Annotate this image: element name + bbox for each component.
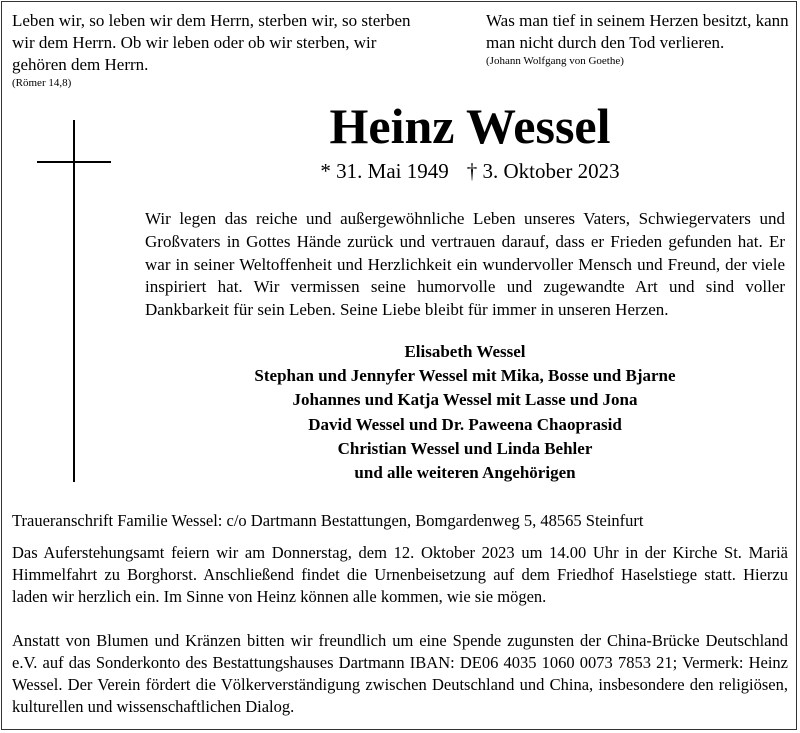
goethe-quote-source: (Johann Wolfgang von Goethe) [486,55,624,67]
bible-quote-text: Leben wir, so leben wir dem Herrn, sterben wir, so sterben wir dem Herrn. Ob wir leben oder ob wir sterben, wir gehören dem Herrn. [12,11,411,74]
cross-vertical-bar [73,120,75,482]
family-member: David Wessel und Dr. Paweena Chaoprasid [308,414,622,434]
goethe-quote-text: Was man tief in seinem Herzen besitzt, kann man nicht durch den Tod verlieren. [486,11,789,52]
cross-horizontal-bar [37,161,111,163]
family-member: und alle weiteren Angehörigen [354,463,576,483]
family-list [145,340,785,485]
deceased-name: Heinz Wessel [329,98,611,154]
obituary-text: Wir legen das reiche und außergewöhnliche Leben unseres Vaters, Schwiegervaters und Großvaters in Gottes Hände zurück und vertrauen darauf, dass er Frieden gefunden hat. Er war in seiner Weltoffenheit und Herzlichkeit ein wundervoller Mensch und Freund, der viele inspiriert hat. Wir vermissen seine humorvolle und zugewandte Art und sind voller Dankbarkeit für sein Leben. Seine Liebe bleibt für immer in unseren Herzen. [145,209,785,320]
bible-quote-source: (Römer 14,8) [12,77,72,89]
birth-date: * 31. Mai 1949 [320,159,449,183]
goethe-quote [486,10,796,68]
death-date: † 3. Oktober 2023 [466,159,620,183]
service-info: Das Auferstehungsamt feiern wir am Donnerstag, dem 12. Oktober 2023 um 14.00 Uhr in der Kirche St. Mariä Himmelfahrt zu Borghorst. Anschließend findet die Urnenbeisetzung auf dem Friedhof Haselstiege statt. Hierzu laden wir herzlich ein. Im Sinne von Heinz können alle kommen, wie sie mögen. [12,543,788,606]
family-member: Christian Wessel und Linda Behler [337,438,593,458]
life-dates [280,158,660,184]
family-member: Elisabeth Wessel [404,342,526,361]
mourning-address: Traueranschrift Familie Wessel: c/o Dartmann Bestattungen, Bomgardenweg 5, 48565 Steinfurt [12,511,644,530]
family-member: Stephan und Jennyfer Wessel mit Mika, Bosse und Bjarne [254,366,676,386]
family-member: Johannes und Katja Wessel mit Lasse und Jona [292,390,638,410]
bible-quote [12,10,412,90]
donation-info: Anstatt von Blumen und Kränzen bitten wir freundlich um eine Spende zugunsten der China-Brücke Deutschland e.V. auf das Sonderkonto des Bestattungshauses Dartmann IBAN: DE06 4035 1060 0073 7853 21; Vermerk: Heinz Wessel. Der Verein fördert die Völkerverständigung zwischen Deutschland und China, insbesondere den religiösen, kulturellen und wissenschaftlichen Dialog. [12,631,788,716]
